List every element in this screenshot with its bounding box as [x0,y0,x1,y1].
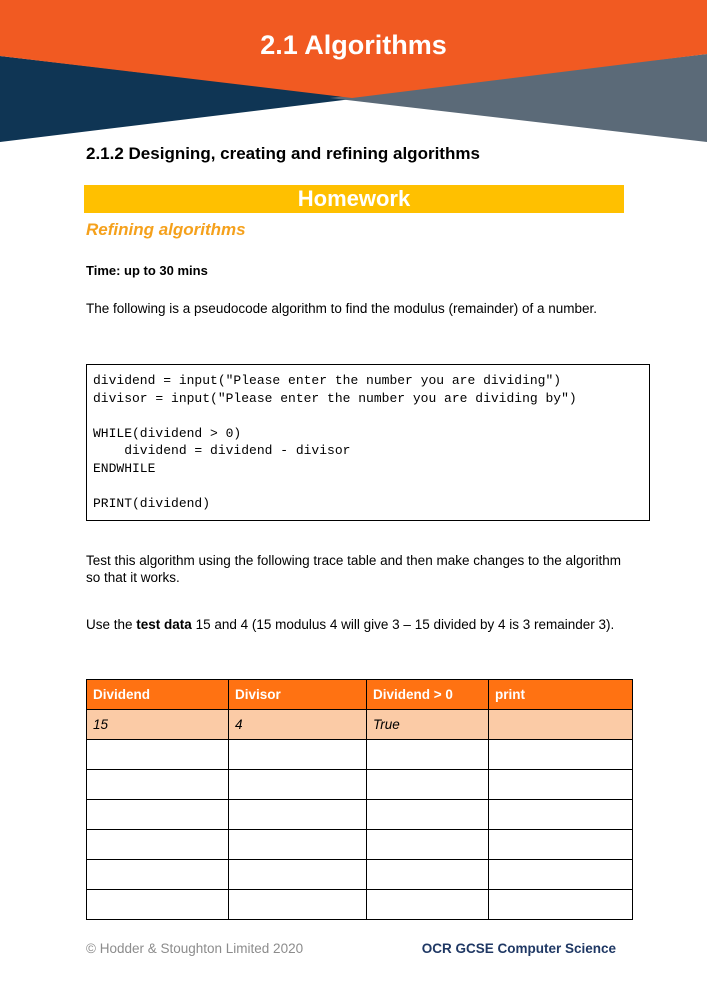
trace-table-cell[interactable] [367,800,489,830]
test-data-prefix: Use the [86,617,137,632]
trace-table-row [87,770,633,800]
trace-table-cell[interactable] [489,800,633,830]
intro-paragraph: The following is a pseudocode algorithm to find the modulus (remainder) of a number. [86,301,598,316]
trace-table-header-cell: Divisor [229,680,367,710]
trace-table-row [87,890,633,920]
trace-table-cell[interactable] [87,830,229,860]
trace-table-header-cell: print [489,680,633,710]
header-banner [0,0,707,142]
trace-table-header-cell: Dividend > 0 [367,680,489,710]
test-data-suffix: 15 and 4 (15 modulus 4 will give 3 – 15 divided by 4 is 3 remainder 3). [191,617,615,632]
trace-table-row [87,740,633,770]
trace-table-cell[interactable] [489,830,633,860]
footer-copyright: © Hodder & Stoughton Limited 2020 [86,941,304,956]
trace-table-cell[interactable] [87,860,229,890]
trace-table-cell[interactable] [229,830,367,860]
trace-table-cell[interactable] [229,770,367,800]
trace-table-cell[interactable] [367,740,489,770]
trace-table-cell[interactable] [87,770,229,800]
trace-table-row [87,860,633,890]
trace-table-cell[interactable] [489,710,633,740]
activity-title: Refining algorithms [86,220,246,239]
header-graphic [0,0,707,142]
trace-table-cell[interactable] [367,770,489,800]
test-data-bold: test data [136,617,192,632]
trace-table-cell[interactable]: 15 [87,710,229,740]
trace-table-row [87,800,633,830]
trace-table-row [87,830,633,860]
trace-table-cell[interactable] [367,890,489,920]
trace-table-cell[interactable]: True [367,710,489,740]
trace-table-cell[interactable] [87,800,229,830]
trace-table-cell[interactable] [489,890,633,920]
time-label: Time: up to 30 mins [86,263,208,278]
trace-table-row [87,710,633,740]
page-title: 2.1 Algorithms [260,30,447,60]
trace-table-header-cell: Dividend [87,680,229,710]
test-data-paragraph [86,616,631,633]
trace-table-cell[interactable] [489,860,633,890]
trace-table-cell[interactable]: 4 [229,710,367,740]
test-instruction-paragraph: Test this algorithm using the following trace table and then make changes to the algorithm so that it works. [86,553,622,585]
trace-table [86,679,633,920]
homework-banner: Homework [84,185,624,213]
trace-table-cell[interactable] [229,800,367,830]
section-heading: 2.1.2 Designing, creating and refining algorithms [86,144,480,163]
trace-table-cell[interactable] [367,830,489,860]
trace-table-cell[interactable] [87,890,229,920]
trace-table-cell[interactable] [87,740,229,770]
footer-brand: OCR GCSE Computer Science [421,941,616,956]
trace-table-cell[interactable] [489,740,633,770]
trace-table-cell[interactable] [489,770,633,800]
trace-table-cell[interactable] [229,740,367,770]
trace-table-cell[interactable] [367,860,489,890]
trace-table-cell[interactable] [229,860,367,890]
trace-table-header-row [87,680,633,710]
trace-table-cell[interactable] [229,890,367,920]
pseudocode-box: dividend = input("Please enter the number you are dividing") divisor = input("Please enter the number you are dividing by") WHILE(dividend > 0) dividend = dividend - divisor ENDWHILE PRINT(dividend) [86,364,650,521]
